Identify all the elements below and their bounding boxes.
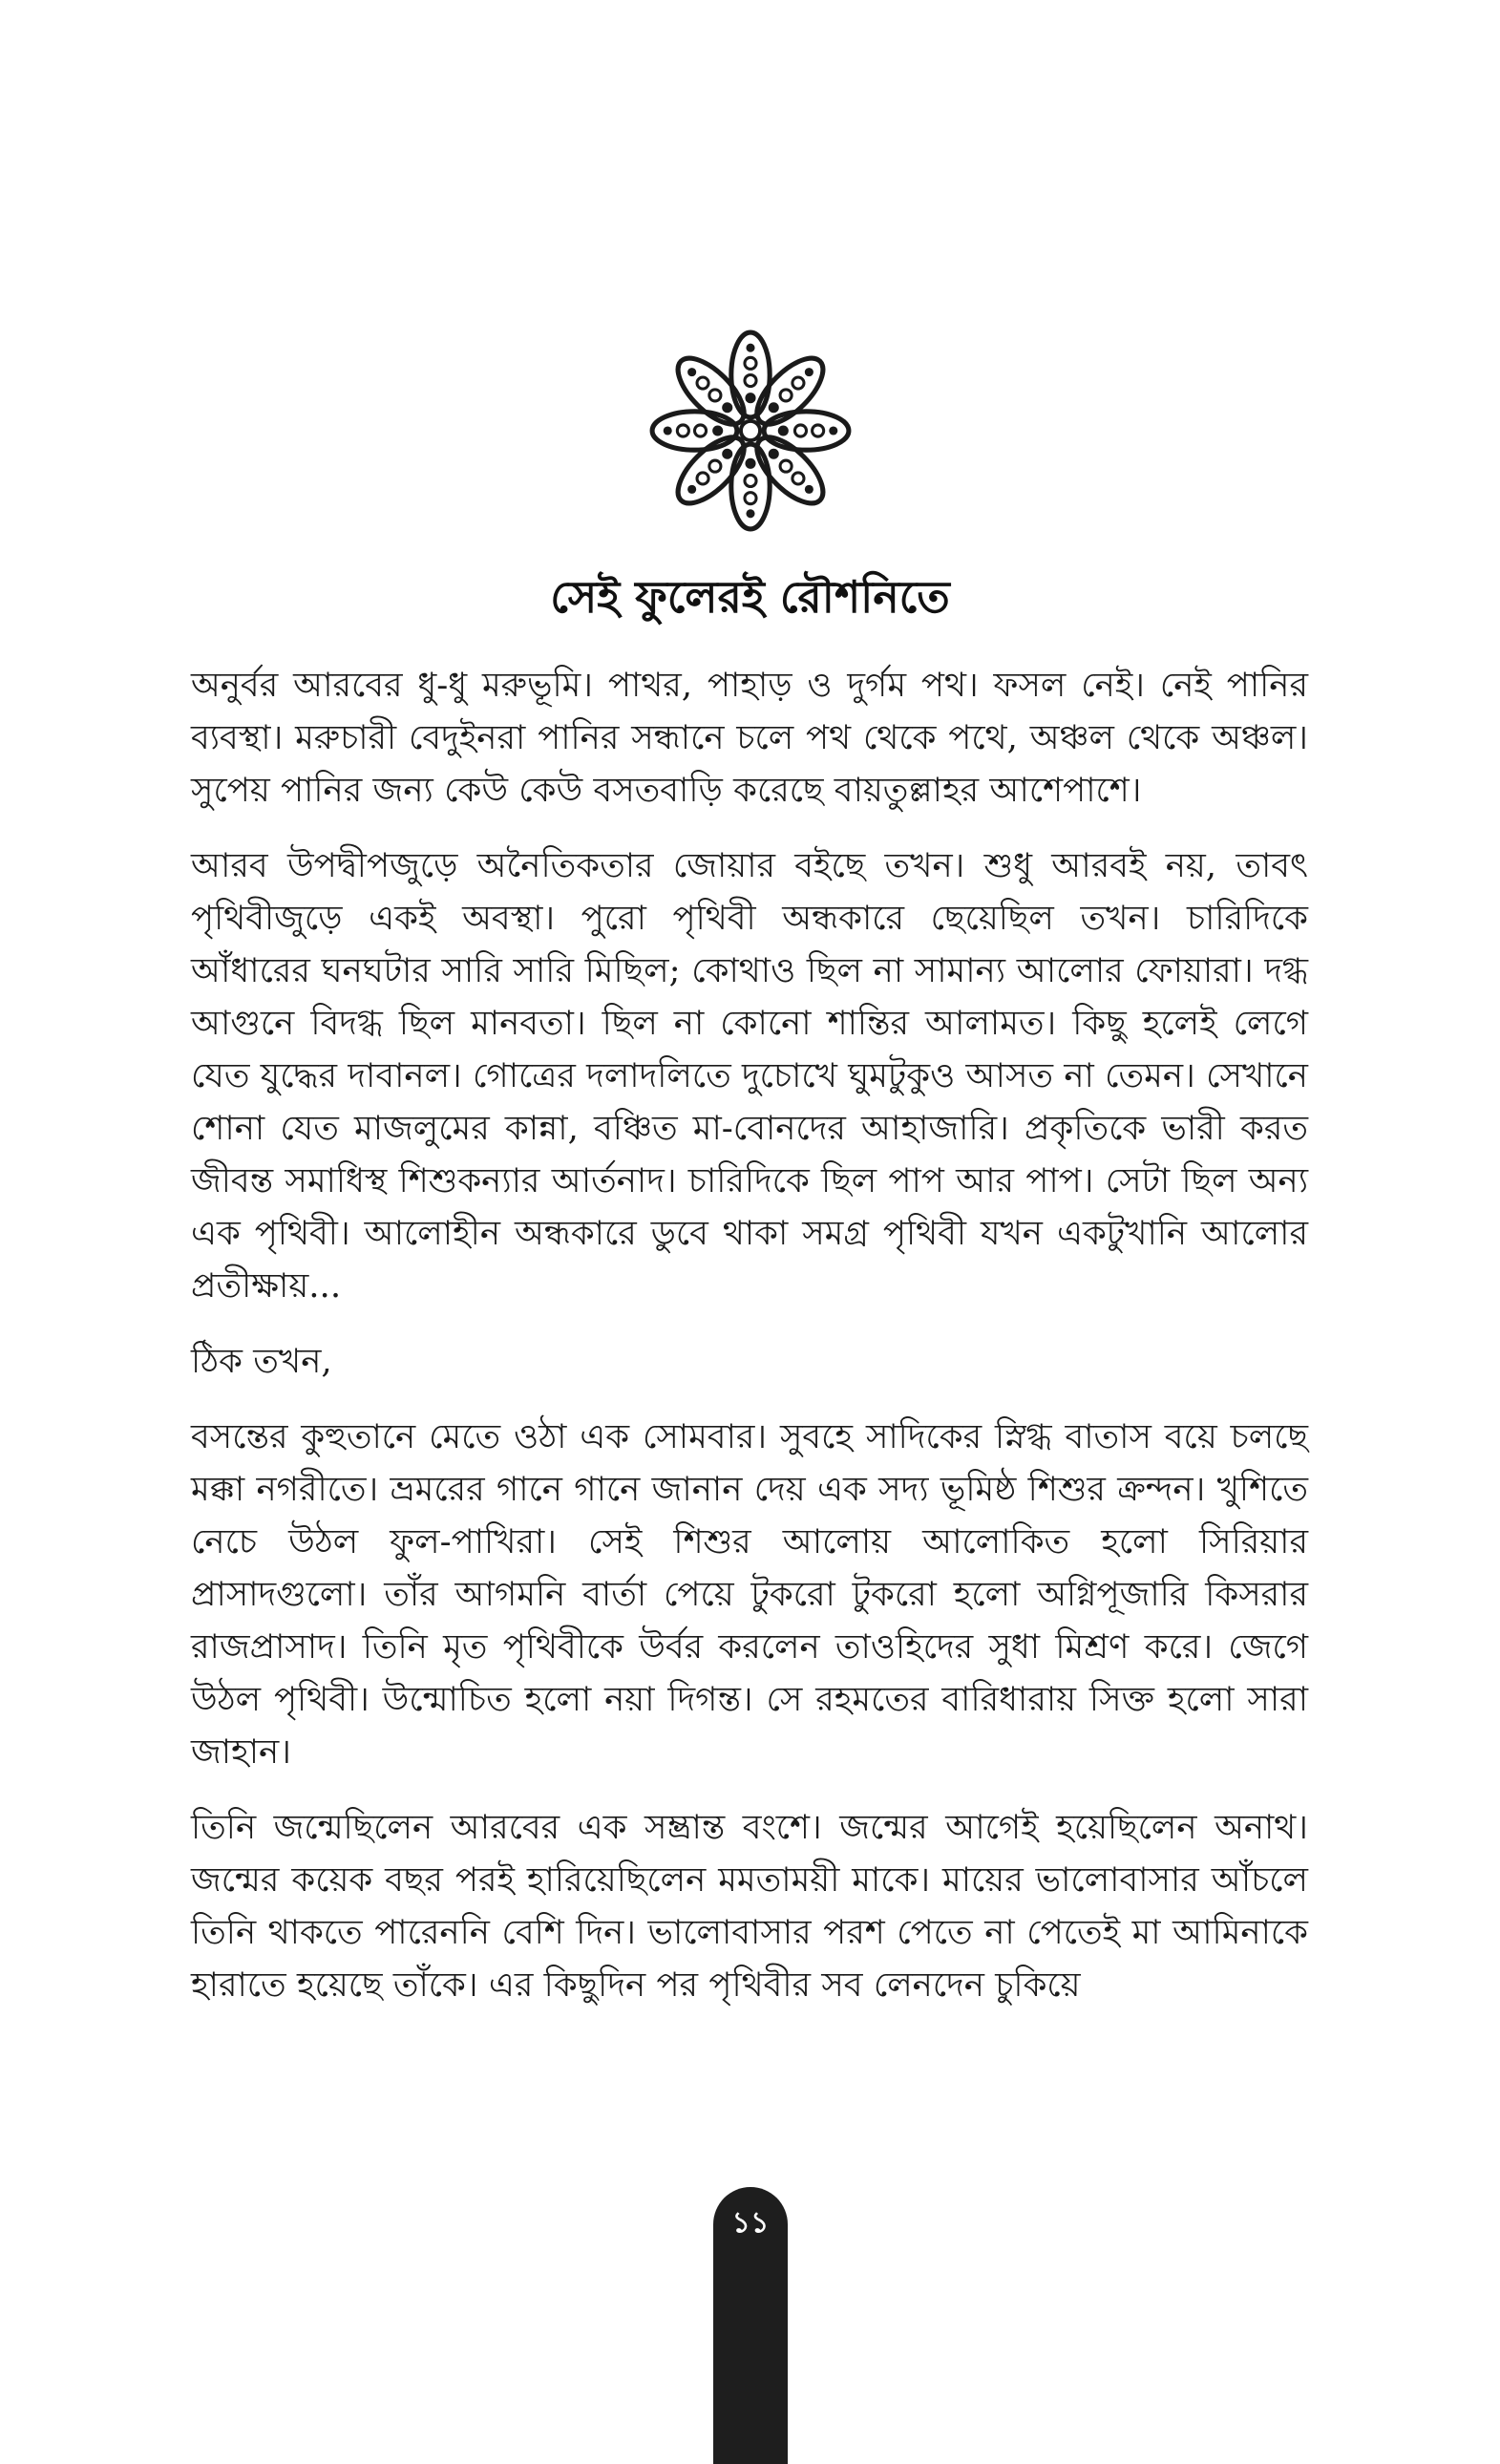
body-text [191, 659, 1308, 2034]
paragraph-1: অনুর্বর আরবের ধু-ধু মরুভূমি। পাথর, পাহাড় ও দুর্গম পথ। ফসল নেই। নেই পানির ব্যবস্থা। মরুচারী বেদুইনরা পানির সন্ধানে চলে পথ থেকে পথে, অঞ্চল থেকে অঞ্চল। সুপেয় পানির জন্য কেউ কেউ বসতবাড়ি করেছে বায়তুল্লাহর আশেপাশে। [191, 666, 1308, 810]
flower-ornament-icon [644, 325, 856, 537]
paragraph-2: আরব উপদ্বীপজুড়ে অনৈতিকতার জোয়ার বইছে তখন। শুধু আরবই নয়, তাবৎ পৃথিবীজুড়ে একই অবস্থা। পুরো পৃথিবী অন্ধকারে ছেয়েছিল তখন। চারিদিকে আঁধারের ঘনঘটার সারি সারি মিছিল; কোথাও ছিল না সামান্য আলোর ফোয়ারা। দগ্ধ আগুনে বিদগ্ধ ছিল মানবতা। ছিল না কোনো শান্তির আলামত। কিছু হলেই লেগে যেত যুদ্ধের দাবানল। গোত্রের দলাদলিতে দুচোখে ঘুমটুকুও আসত না তেমন। সেখানে শোনা যেত মাজলুমের কান্না, বঞ্চিত মা-বোনদের আহাজারি। প্রকৃতিকে ভারী করত জীবন্ত সমাধিস্থ শিশুকন্যার আর্তনাদ। চারিদিকে ছিল পাপ আর পাপ। সেটা ছিল অন্য এক পৃথিবী। আলোহীন অন্ধকারে ডুবে থাকা সমগ্র পৃথিবী যখন একটুখানি আলোর প্রতীক্ষায়... [191, 846, 1308, 1306]
page-number: ১১ [731, 2206, 770, 2240]
chapter-title: সেই ফুলেরই রৌশনিতে [550, 571, 950, 623]
paragraph-4: বসন্তের কুহুতানে মেতে ওঠা এক সোমবার। সুবহে সাদিকের স্নিগ্ধ বাতাস বয়ে চলছে মক্কা নগরীতে। ভ্রমরের গানে গানে জানান দেয় এক সদ্য ভূমিষ্ঠ শিশুর ক্রন্দন। খুশিতে নেচে উঠল ফুল-পাখিরা। সেই শিশুর আলোয় আলোকিত হলো সিরিয়ার প্রাসাদগুলো। তাঁর আগমনি বার্তা পেয়ে টুকরো টুকরো হলো অগ্নিপূজারি কিসরার রাজপ্রাসাদ। তিনি মৃত পৃথিবীকে উর্বর করলেন তাওহিদের সুধা মিশ্রণ করে। জেগে উঠল পৃথিবী। উন্মোচিত হলো নয়া দিগন্ত। সে রহমতের বারিধারায় সিক্ত হলো সারা জাহান। [191, 1417, 1308, 1772]
paragraph-3: ঠিক তখন, [191, 1342, 332, 1381]
paragraph-5: তিনি জন্মেছিলেন আরবের এক সম্ভ্রান্ত বংশে। জন্মের আগেই হয়েছিলেন অনাথ। জন্মের কয়েক বছর পরই হারিয়েছিলেন মমতাময়ী মাকে। মায়ের ভালোবাসার আঁচলে তিনি থাকতে পারেননি বেশি দিন। ভালোবাসার পরশ পেতে না পেতেই মা আমিনাকে হারাতে হয়েছে তাঁকে। এর কিছুদিন পর পৃথিবীর সব লেনদেন চুকিয়ে [191, 1808, 1308, 2005]
